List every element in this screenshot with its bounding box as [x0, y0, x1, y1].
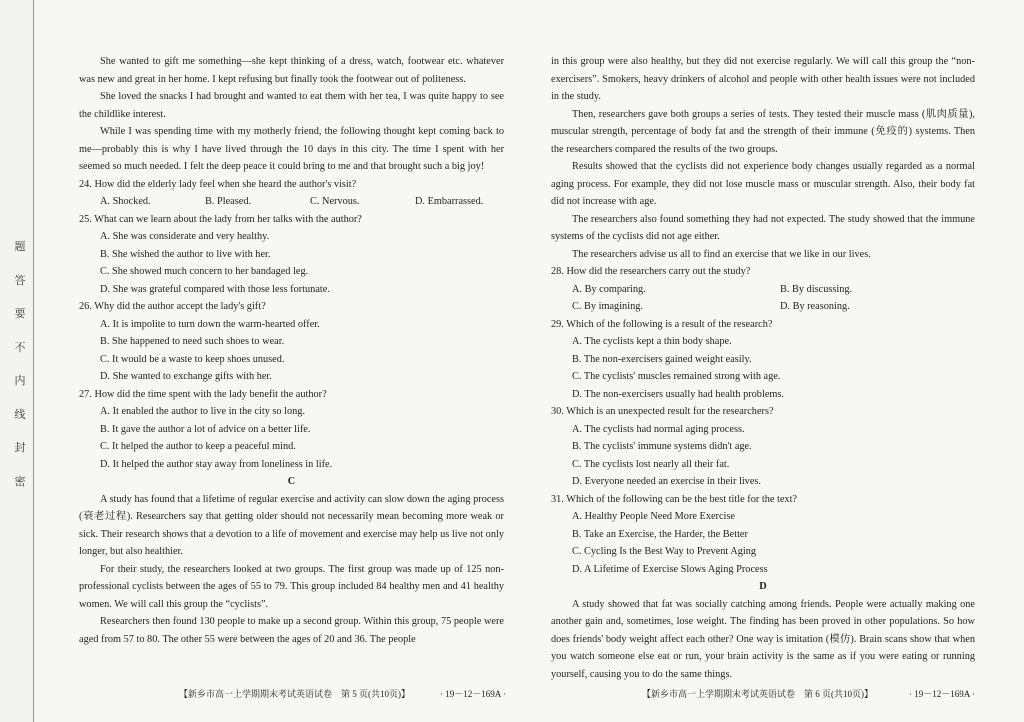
question-31: 31. Which of the following can be the best title for the text?	[551, 493, 798, 505]
right-column	[551, 53, 975, 683]
paragraph: Researchers then found 130 people to make up a second group. Within this group, 75 people were aged from 57 to 80. The other 55 were between the ages of 20 and 36. The people	[79, 616, 504, 645]
option-b: B. She happened to need such shoes to wear.	[100, 336, 285, 347]
option-c: C. By imagining.	[572, 301, 643, 312]
option-b: B. It gave the author a lot of advice on a better life.	[100, 423, 311, 435]
binding-warning-text	[12, 240, 28, 508]
question-27: 27. How did the time spent with the lady benefit the author?	[79, 388, 327, 400]
binding-margin	[0, 0, 36, 722]
paragraph: in this group were also healthy, but they did not exercise regularly. We will call this group the “non-exercisers”. Smokers, heavy drinkers of alcohol and people with other health issues were not included in the study.	[551, 56, 975, 102]
question-29: 29. Which of the following is a result of the research?	[551, 318, 773, 330]
option-a: A. It is impolite to turn down the warm-hearted offer.	[100, 318, 320, 330]
option-b: B. The non-exercisers gained weight easily.	[572, 353, 752, 365]
binding-char: 内	[14, 375, 26, 387]
option-b: B. She wished the author to live with her.	[100, 248, 271, 260]
option-a: A. Healthy People Need More Exercise	[572, 511, 735, 522]
option-c: C. She showed much concern to her bandaged leg.	[100, 266, 309, 277]
option-b: B. The cyclists' immune systems didn't age.	[572, 441, 752, 452]
question-24: 24. How did the elderly lady feel when she heard the author's visit?	[79, 178, 357, 190]
footer-title: 【新乡市高一上学期期末考试英语试卷 第 6 页(共10页)】	[642, 689, 873, 699]
option-d: D. A Lifetime of Exercise Slows Aging Process	[572, 563, 768, 575]
option-b: B. Pleased.	[205, 196, 252, 207]
question-28: 28. How did the researchers carry out the study?	[551, 266, 751, 277]
paragraph: She loved the snacks I had brought and wanted to eat them with her tea, I was quite happy to see the childlike interest.	[79, 91, 504, 120]
option-c: C. The cyclists' muscles remained strong with age.	[572, 371, 781, 382]
option-a: A. The cyclists had normal aging process.	[572, 423, 745, 435]
option-d: D. She wanted to exchange gifts with her.	[100, 371, 272, 382]
option-c: C. It would be a waste to keep shoes unused.	[100, 353, 285, 365]
section-heading-c: C	[287, 476, 296, 487]
option-d: D. The non-exercisers usually had health problems.	[572, 388, 784, 400]
option-a: A. Shocked.	[100, 196, 151, 207]
option-a: A. She was considerate and very healthy.	[100, 231, 270, 242]
paragraph: A study showed that fat was socially catching among friends. People were actually making one another gain and, sometimes, lose weight. The finding has been proved in other populations. So how does friends' body weight affect each other? One way is imitation (模仿). Brain scans show that when you watch someone else eat or run, your brain activity is the same as if you were eating or running yourself, causing you to do the same things.	[551, 598, 975, 680]
option-b: B. Take an Exercise, the Harder, the Better	[572, 528, 748, 540]
binding-char: 不	[14, 341, 26, 354]
paragraph: While I was spending time with my motherly friend, the following thought kept coming back to me—probably this is why I have lived through the 10 days in this city. The time I spent with her seemed so much needed. I felt the deep peace it could bring to me and that brought such a big joy!	[79, 126, 504, 172]
binding-char: 答	[14, 274, 26, 287]
footer-title: 【新乡市高一上学期期末考试英语试卷 第 5 页(共10页)】	[179, 689, 410, 699]
binding-char: 要	[14, 308, 26, 320]
paragraph: The researchers also found something they had not expected. The study showed that the immune systems of the cyclists did not age either.	[551, 213, 975, 242]
option-a: A. By comparing.	[572, 283, 646, 295]
option-c: C. The cyclists lost nearly all their fat.	[572, 458, 730, 470]
option-d: D. Everyone needed an exercise in their lives.	[572, 476, 761, 487]
question-25: 25. What can we learn about the lady from her talks with the author?	[79, 213, 362, 225]
question-28-options-row1	[551, 281, 975, 299]
paragraph: For their study, the researchers looked at two groups. The first group was made up of 125 non-professional cyclists between the ages of 55 to 79. This group included 84 healthy men and 41 healthy women. We will call this group the “cyclists”.	[79, 563, 504, 610]
footer-code: · 19－12－169A ·	[440, 689, 506, 699]
section-heading-d: D	[759, 581, 767, 592]
paragraph: Then, researchers gave both groups a series of tests. They tested their muscle mass (肌肉质量), muscular strength, percentage of body fat and the strength of their immune (免疫的) systems. Then the researchers compared the results of the two groups.	[551, 108, 975, 155]
option-d: D. She was grateful compared with those less fortunate.	[100, 283, 330, 295]
binding-char: 线	[14, 408, 26, 421]
paragraph: The researchers advise us all to find an exercise that we like in our lives.	[572, 248, 871, 260]
option-b: B. By discussing.	[780, 283, 853, 295]
option-a: A. The cyclists kept a thin body shape.	[572, 336, 732, 347]
left-column	[79, 53, 504, 648]
question-24-options	[79, 193, 504, 211]
question-28-options-row2	[551, 298, 975, 316]
question-30: 30. Which is an unexpected result for the researchers?	[551, 406, 774, 417]
option-a: A. It enabled the author to live in the city so long.	[100, 406, 306, 417]
binding-char: 封	[14, 442, 26, 454]
footer-code: · 19－12－169A ·	[909, 689, 975, 699]
option-d: D. Embarrassed.	[415, 196, 484, 207]
paragraph: Results showed that the cyclists did not experience body changes usually regarded as a normal aging process. For example, they did not lose muscle mass or muscular strength. Also, their body fat did not increase with age.	[551, 161, 975, 207]
option-d: D. By reasoning.	[780, 301, 850, 312]
option-c: C. It helped the author to keep a peaceful mind.	[100, 441, 296, 452]
option-c: C. Nervous.	[310, 196, 360, 207]
paragraph: She wanted to gift me something—she kept thinking of a dress, watch, footwear etc. whatever was new and great in her home. I kept refusing but finally took the footwear out of politeness.	[79, 56, 504, 85]
option-c: C. Cycling Is the Best Way to Prevent Aging	[572, 546, 757, 557]
question-26: 26. Why did the author accept the lady's gift?	[79, 301, 266, 312]
binding-line	[33, 0, 34, 722]
binding-char: 题	[14, 241, 26, 253]
binding-char: 密	[14, 475, 26, 488]
paragraph: A study has found that a lifetime of regular exercise and activity can slow down the aging process (衰老过程). Researchers say that getting older should not necessarily mean becoming more weak or sick. Their research shows that a devotion to a life of movement and exercise may help us live not only longer, but also healthier.	[79, 493, 504, 557]
option-d: D. It helped the author stay away from loneliness in life.	[100, 458, 333, 470]
